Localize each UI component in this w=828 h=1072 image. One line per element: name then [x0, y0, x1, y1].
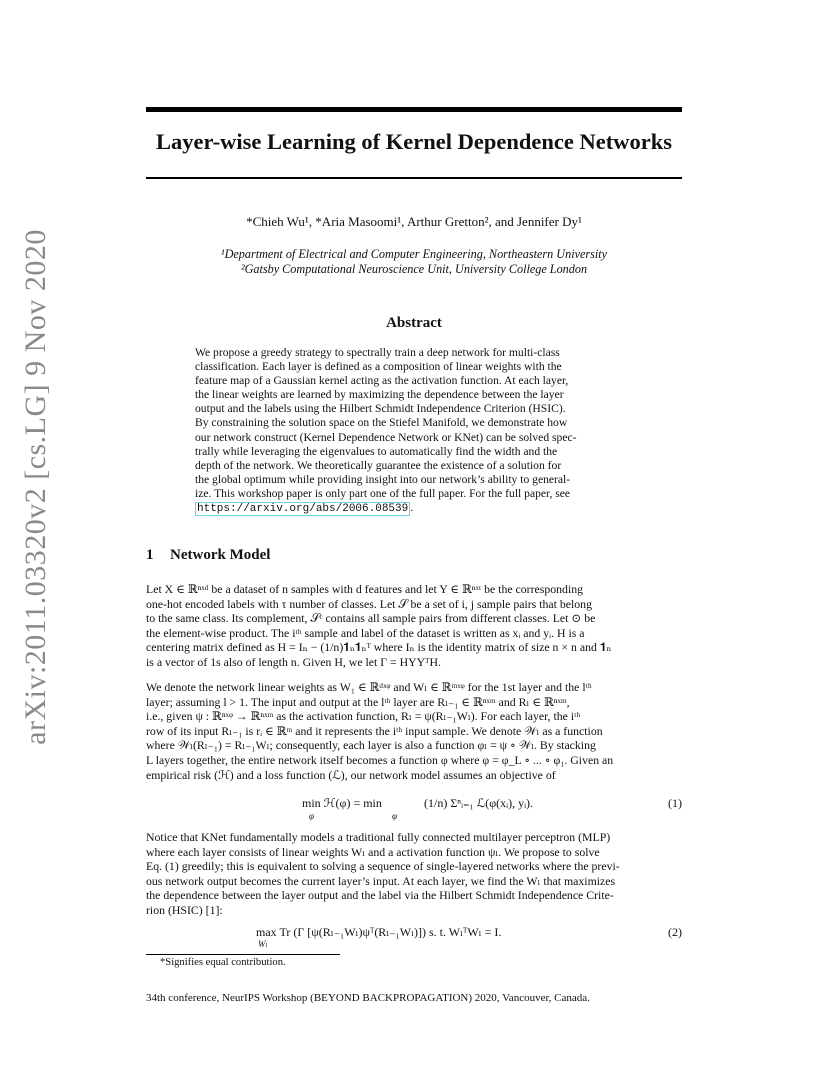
paragraph-line: the element-wise product. The iᵗʰ sample and label of the dataset is written as xᵢ and yᵢ. H is a [146, 625, 585, 640]
top-rule [146, 107, 682, 112]
abstract-line: ize. This workshop paper is only part one of the full paper. For the full paper, see [195, 486, 571, 500]
paragraph-line: layer; assuming l > 1. The input and output at the lᵗʰ layer are Rₗ₋₁ ∈ ℝⁿˣᵐ and Rₗ ∈ ℝⁿˣᵐ, [146, 694, 570, 709]
affiliation-1: ¹Department of Electrical and Computer Engineering, Northeastern University [220, 247, 608, 261]
paragraph-line: We denote the network linear weights as W₁ ∈ ℝᵈˣᵠ and Wₗ ∈ ℝᵐˣᵠ for the 1st layer and the lᵗʰ [146, 680, 592, 694]
equation-1-number: (1) [668, 796, 682, 810]
abstract-line: the linear weights are learned by maximizing the dependence between the layer [195, 388, 564, 402]
abstract-line: We propose a greedy strategy to spectrally train a deep network for multi-class [195, 346, 560, 359]
paragraph-line: where 𝒲ₗ(Rₗ₋₁) = Rₗ₋₁Wₗ; consequently, each layer is also a function φₗ = ψ ∘ 𝒲ₗ. By stacking [146, 738, 596, 753]
paragraph-line: centering matrix defined as H = Iₙ − (1/n)𝟏ₙ𝟏ₙᵀ where Iₙ is the identity matrix of size n × n and 𝟏ₙ [146, 640, 612, 655]
footnote-rule [146, 954, 340, 955]
equation-1-rhs: (1/n) Σⁿᵢ₌₁ ℒ(φ(xᵢ), yᵢ). [424, 796, 534, 810]
footnote: *Signifies equal contribution. [160, 957, 286, 968]
paragraph-line: Let X ∈ ℝⁿˣᵈ be a dataset of n samples with d features and let Y ∈ ℝⁿˣᵗ be the corresponding [146, 582, 584, 596]
paragraph-line: the dependence between the layer output and the label via the Hilbert Schmidt Independence Crite- [146, 888, 614, 903]
abstract-line: classification. Each layer is defined as a composition of linear weights with the [195, 360, 562, 374]
paragraph-line: to the same class. Its complement, 𝒮ᶜ contains all sample pairs from different classes. Let ⊙ be [146, 611, 596, 626]
abstract-heading: Abstract [386, 315, 442, 331]
paper-title: Layer-wise Learning of Kernel Dependence Networks [156, 129, 672, 154]
abstract-line: the global optimum while providing insight into our network’s ability to general- [195, 472, 571, 486]
title-rule [146, 177, 682, 179]
equation-2-number: (2) [668, 925, 682, 939]
arxiv-id: arXiv:2011.03320v2 [cs.LG] 9 Nov 2020 [19, 229, 52, 745]
authors: *Chieh Wu¹, *Aria Masoomi¹, Arthur Gretton², and Jennifer Dy¹ [246, 214, 582, 229]
equation-2-sub: Wₗ [258, 939, 268, 949]
paragraph-line: where each layer consists of linear weights Wₗ and a activation function ψₗ. We propose to solve [146, 844, 600, 859]
abstract-url-line: https://arxiv.org/abs/2006.08539 . [197, 501, 414, 516]
paragraph-line: Eq. (1) greedily; this is equivalent to solving a sequence of single-layered networks where the previ- [146, 859, 620, 874]
paragraph-line: Notice that KNet fundamentally models a traditional fully connected multilayer perceptron (MLP) [146, 830, 611, 844]
full-paper-link[interactable]: https://arxiv.org/abs/2006.08539 [197, 503, 409, 516]
equation-1-lhs: min ℋ(φ) = min [302, 796, 382, 810]
paragraph-line: row of its input Rₗ₋₁ is rᵢ ∈ ℝᵐ and it represents the iᵗʰ input sample. We denote 𝒲ₗ as a function [146, 723, 603, 738]
arxiv-stamp [16, 229, 56, 745]
equation-1-sub-left: φ [309, 811, 314, 821]
paragraph-3 [146, 830, 682, 918]
abstract-body [195, 346, 633, 516]
paragraph-line: L layers together, the entire network itself becomes a function φ where φ = φ_L ∘ ... ∘ φ₁. Given an [146, 752, 614, 767]
equation-2-expr: max Tr (Γ [ψ(Rₗ₋₁Wₗ)ψᵀ(Rₗ₋₁Wₗ)]) s. t. WₗᵀWₗ = I. [256, 925, 502, 939]
paragraph-line: empirical risk (ℋ) and a loss function (ℒ), our network model assumes an objective of [146, 767, 556, 782]
abstract-line: our network construct (Kernel Dependence Network or KNet) can be solved spec- [195, 430, 577, 444]
abstract-line: By constraining the solution space on the Stiefel Manifold, we demonstrate how [195, 416, 568, 430]
abstract-line: output and the labels using the Hilbert Schmidt Independence Criterion (HSIC). [195, 402, 566, 416]
equation-1-sub-right: φ [392, 811, 397, 821]
paragraph-line: ous network output becomes the current layer’s input. At each layer, we find the Wₗ that maximizes [146, 873, 616, 888]
section-title: Network Model [170, 547, 271, 563]
abstract-line: trally while leveraging the eigenvalues to automatically find the width and the [195, 444, 558, 458]
conference-note: 34th conference, NeurIPS Workshop (BEYOND BACKPROPAGATION) 2020, Vancouver, Canada. [146, 992, 590, 1004]
paragraph-line: i.e., given ψ : ℝⁿˣᵠ → ℝⁿˣᵐ as the activation function, Rₗ = ψ(Rₗ₋₁Wₗ). For each layer, the iᵗʰ [146, 709, 581, 724]
paragraph-2 [146, 680, 682, 782]
abstract-line: depth of the network. We theoretically guarantee the existence of a solution for [195, 458, 562, 472]
paragraph-line: is a vector of 1s also of length n. Given H, we let Γ = HYYᵀH. [146, 654, 441, 669]
section-heading [146, 547, 270, 564]
paragraph-line: one-hot encoded labels with τ number of classes. Let 𝒮 be a set of i, j sample pairs that belong [146, 596, 592, 611]
paragraph-1 [146, 582, 682, 670]
abstract-line: feature map of a Gaussian kernel acting as the activation function. At each layer, [195, 374, 569, 388]
affiliation-2: ²Gatsby Computational Neuroscience Unit, University College London [240, 262, 588, 276]
paragraph-line: rion (HSIC) [1]: [146, 902, 223, 917]
section-number: 1 [146, 547, 154, 563]
